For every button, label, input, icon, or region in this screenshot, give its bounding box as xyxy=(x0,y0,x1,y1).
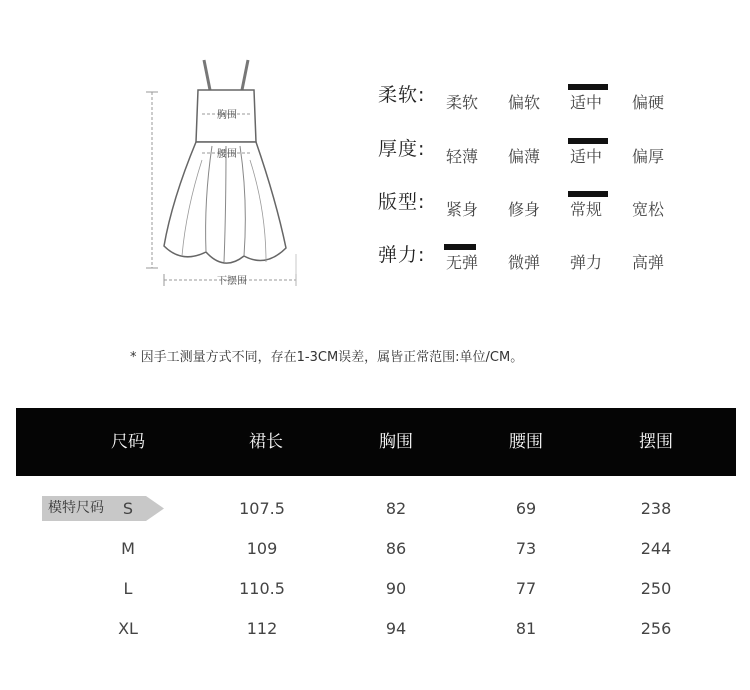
measure-cell: 256 xyxy=(640,619,672,638)
attribute-option: 偏厚 xyxy=(632,147,665,166)
measure-cell: 90 xyxy=(385,579,407,598)
measurement-note: * 因手工测量方式不同，存在1-3CM误差，属皆正常范围:单位/CM。 xyxy=(130,350,524,365)
measure-cell: 69 xyxy=(515,499,537,518)
size-cell: L xyxy=(123,579,133,598)
hem-label: 下摆围 xyxy=(217,276,247,287)
waist-label: 腰围 xyxy=(217,149,237,160)
column-header: 腰围 xyxy=(509,432,543,452)
attribute-option: 紧身 xyxy=(446,200,479,219)
attribute-option: 修身 xyxy=(508,200,541,219)
measure-cell: 110.5 xyxy=(239,579,285,598)
attribute-option: 偏软 xyxy=(508,93,541,112)
size-cell: XL xyxy=(118,619,138,638)
size-cell: S xyxy=(122,499,134,518)
attribute-option: 弹力 xyxy=(570,253,603,272)
measure-cell: 244 xyxy=(640,539,672,558)
column-header: 胸围 xyxy=(379,432,413,452)
measure-cell: 109 xyxy=(246,539,278,558)
attribute-option: 偏硬 xyxy=(632,93,665,112)
measure-cell: 250 xyxy=(640,579,672,598)
selected-marker xyxy=(568,138,608,144)
measure-cell: 94 xyxy=(385,619,407,638)
bust-label: 胸围 xyxy=(217,110,237,121)
attribute-option: 轻薄 xyxy=(446,147,479,166)
attribute-option: 常规 xyxy=(570,200,603,219)
column-header: 摆围 xyxy=(639,432,673,452)
measure-cell: 112 xyxy=(246,619,278,638)
attribute-option: 微弹 xyxy=(508,253,541,272)
attribute-option: 偏薄 xyxy=(508,147,541,166)
attribute-option: 高弹 xyxy=(632,253,665,272)
attribute-option: 适中 xyxy=(570,93,603,112)
measure-cell: 238 xyxy=(640,499,672,518)
measure-cell: 107.5 xyxy=(239,499,285,518)
attribute-option: 宽松 xyxy=(632,200,665,219)
attribute-label: 厚度: xyxy=(378,138,426,160)
size-table-header xyxy=(16,408,736,476)
attribute-option: 无弹 xyxy=(446,253,479,272)
measure-cell: 73 xyxy=(515,539,537,558)
column-header: 尺码 xyxy=(111,432,145,452)
measure-cell: 82 xyxy=(385,499,407,518)
attribute-option: 柔软 xyxy=(446,93,479,112)
measure-cell: 81 xyxy=(515,619,537,638)
size-cell: M xyxy=(121,539,135,558)
measure-cell: 86 xyxy=(385,539,407,558)
attribute-label: 版型: xyxy=(378,191,426,213)
column-header: 裙长 xyxy=(249,432,283,452)
selected-marker xyxy=(568,84,608,90)
attribute-label: 柔软: xyxy=(378,84,426,106)
model-tag-label: 模特尺码 xyxy=(48,500,104,516)
attribute-label: 弹力: xyxy=(378,244,426,266)
selected-marker xyxy=(444,244,476,250)
dress-diagram xyxy=(120,50,320,300)
measure-cell: 77 xyxy=(515,579,537,598)
attribute-option: 适中 xyxy=(570,147,603,166)
selected-marker xyxy=(568,191,608,197)
